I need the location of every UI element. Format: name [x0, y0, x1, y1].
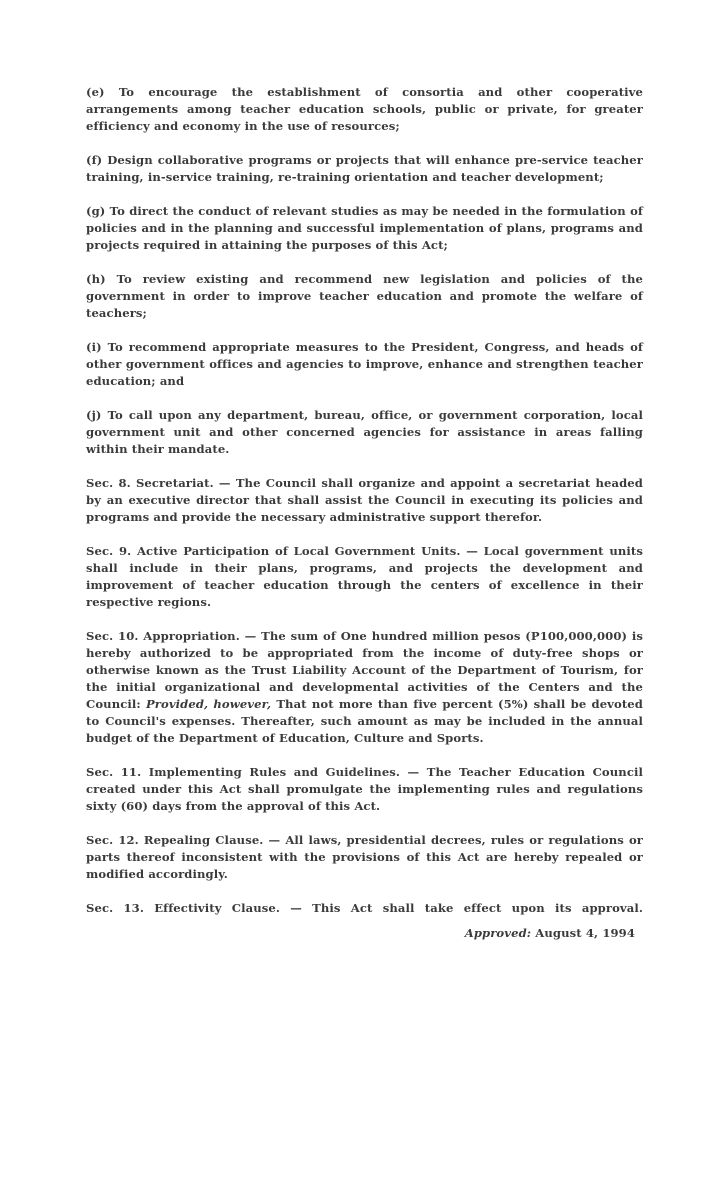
section-10-text-before: Sec. 10. Appropriation. — The sum of One hundred million pesos (P100,000,000) is hereby authorized to be appropriated from the income of duty-free shops or otherwise known as the Trust Liability Account of the Department of Tourism, for the initial organizational and developmental activities of the Centers and the Council:	[86, 629, 643, 711]
section-10-text-after: That not more than five percent (5%) shall be devoted to Council's expenses. Thereafter, such amount as may be included in the annual budget of the Department of Education, Culture and Sports.	[86, 697, 643, 745]
paragraph-i: (i) To recommend appropriate measures to the President, Congress, and heads of other government offices and agencies to improve, enhance and strengthen teacher education; and	[86, 340, 643, 388]
section-12-repealing-clause: Sec. 12. Repealing Clause. — All laws, presidential decrees, rules or regulations or parts thereof inconsistent with the provisions of this Act are hereby repealed or modified accordingly.	[86, 833, 643, 881]
section-11-implementing-rules: Sec. 11. Implementing Rules and Guidelines. — The Teacher Education Council created under this Act shall promulgate the implementing rules and regulations sixty (60) days from the approval of this Act.	[86, 765, 643, 813]
section-10-appropriation	[86, 628, 643, 747]
paragraph-j: (j) To call upon any department, bureau, office, or government corporation, local government unit and other concerned agencies for assistance in areas falling within their mandate.	[86, 408, 643, 456]
section-8-secretariat: Sec. 8. Secretariat. — The Council shall organize and appoint a secretariat headed by an executive director that shall assist the Council in executing its policies and programs and provide the necessary administrative support therefor.	[86, 476, 643, 524]
approval-line	[86, 925, 643, 942]
paragraph-e: (e) To encourage the establishment of consortia and other cooperative arrangements among teacher education schools, public or private, for greater efficiency and economy in the use of resources;	[86, 85, 643, 133]
document-body	[86, 84, 643, 942]
paragraph-g: (g) To direct the conduct of relevant studies as may be needed in the formulation of policies and in the planning and successful implementation of plans, programs and projects required in attaining the purposes of this Act;	[86, 204, 643, 252]
section-10-proviso: Provided, however,	[145, 697, 272, 711]
paragraph-h: (h) To review existing and recommend new legislation and policies of the government in order to improve teacher education and promote the welfare of teachers;	[86, 272, 643, 320]
paragraph-f: (f) Design collaborative programs or projects that will enhance pre-service teacher training, in-service training, re-training orientation and teacher development;	[86, 153, 643, 184]
approved-label: Approved:	[464, 926, 532, 940]
section-13-effectivity-clause: Sec. 13. Effectivity Clause. — This Act shall take effect upon its approval.	[86, 901, 643, 915]
section-9-local-government: Sec. 9. Active Participation of Local Government Units. — Local government units shall include in their plans, programs, and projects the development and improvement of teacher education through the centers of excellence in their respective regions.	[86, 544, 643, 609]
approved-date: August 4, 1994	[531, 926, 635, 940]
